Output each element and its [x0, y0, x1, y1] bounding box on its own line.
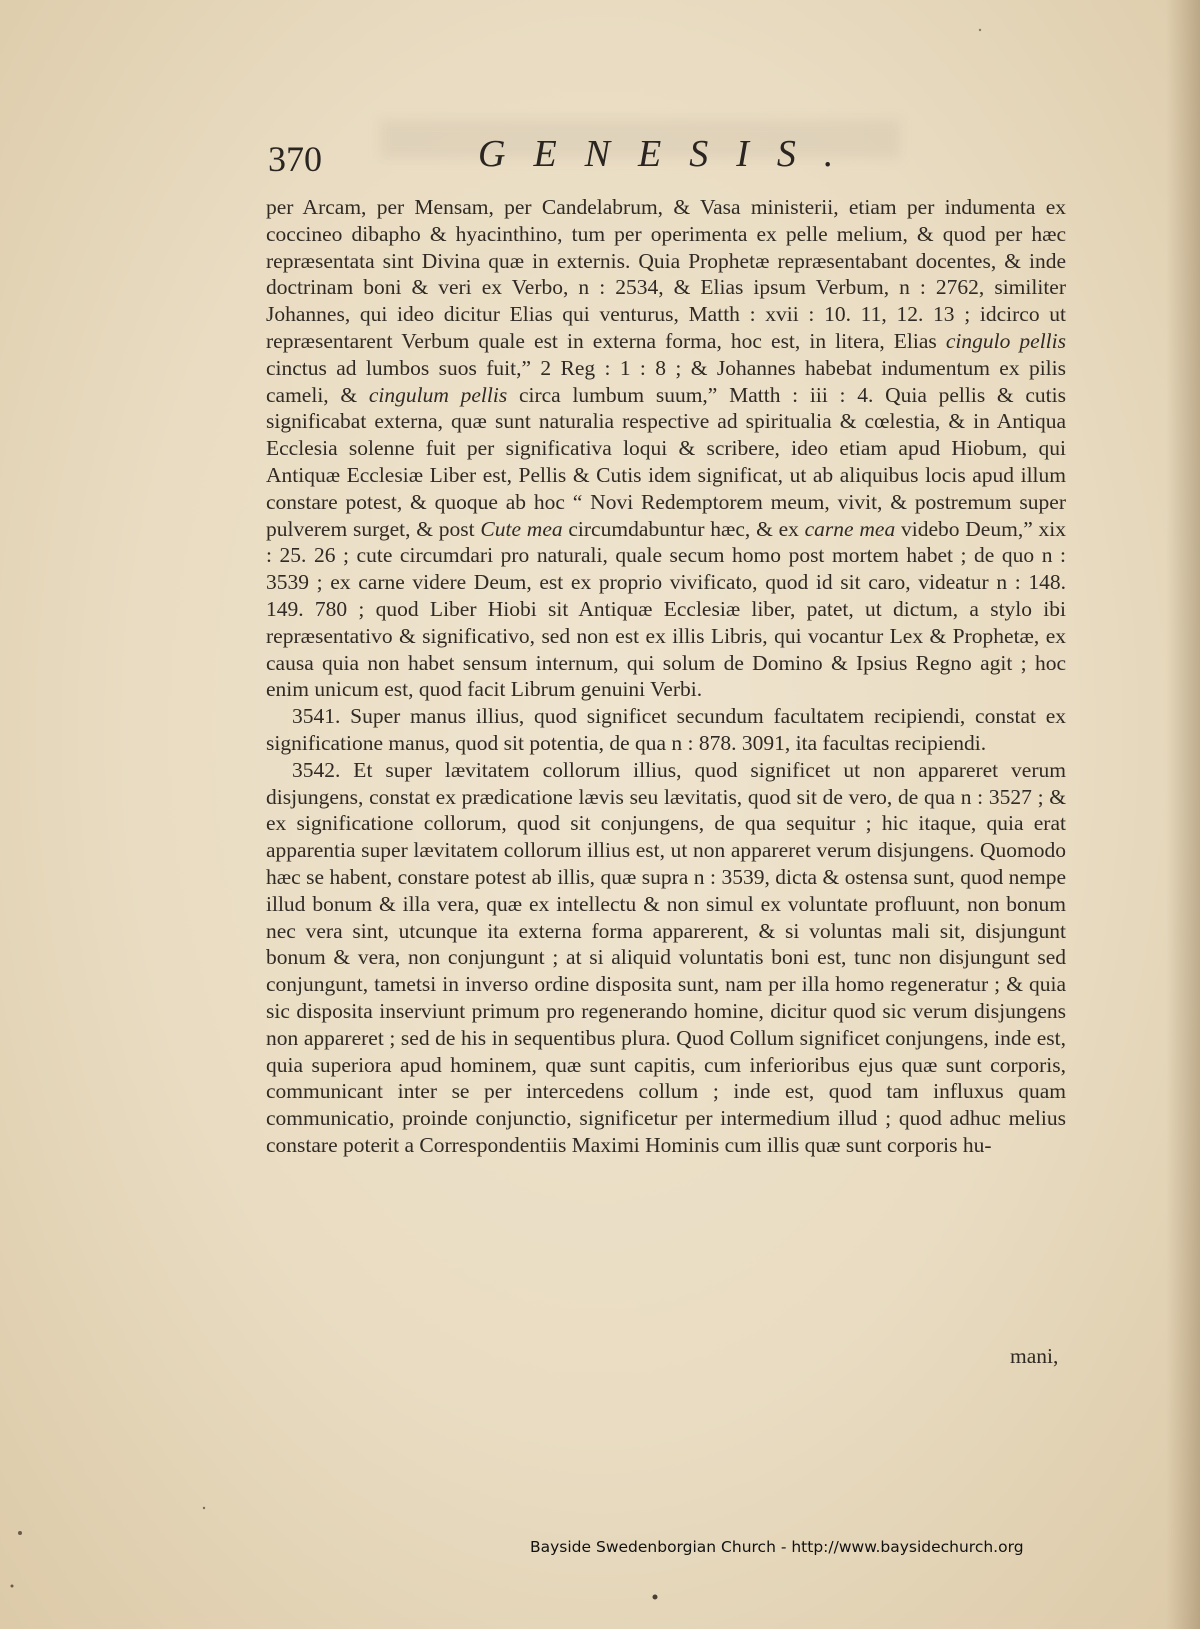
text-run: circa lumbum suum,” Matth : iii : 4. Quia pellis & cutis significabat externa, quæ sunt naturalia respective ad spiritualia & cœlestia, & in Antiqua Ecclesia solenne fuit per significativa loqui & scribere, ideo etiam apud Hiobum, qui Antiquæ Ecclesiæ Liber est, Pellis & Cutis idem significat, ut ab aliquibus locis apud illum constare potest, & quoque ab hoc “ Novi Redemptorem meum, vivit, & postremum super pulverem surget, & post — [266, 382, 1066, 541]
footer-credit: Bayside Swedenborgian Church - http://www.baysidechurch.org — [530, 1538, 1024, 1556]
italic-phrase: carne mea — [804, 516, 896, 541]
italic-phrase: cingulo pellis — [945, 328, 1066, 353]
italic-phrase: cingulum pellis — [368, 382, 508, 407]
section-3542: 3542. Et super lævitatem collorum illius, quod significet ut non appareret verum disjungens, constat ex prædicatione lævis seu lævitatis, quod sit de vero, de qua n : 3527 ; & ex significatione collorum, quod sit conjungens, de qua sequitur ; hic itaque, quia erat apparentia super lævitatem collorum illius est, ut non appareret verum disjungens. Quomodo hæc se habent, constare potest ab illis, quæ supra n : 3539, dicta & ostensa sunt, quod nempe illud bonum & illa vera, quæ ex intellectu & non simul ex voluntate profluunt, non bonum nec vera sint, utcunque ita externa forma apparerent, & si voluntas mali sit, disjungunt bonum & vera, non conjungunt ; at si aliquid voluntatis boni est, tunc non disjungunt sed conjungunt, tametsi in inverso ordine disposita sunt, nam per illa homo regeneratur ; & quia sic disposita inserviunt primum pro regenerando homine, dicitur quod sic verum disjungens non appareret ; sed de his in sequentibus plura. Quod Collum significet conjungens, inde est, quia superiora apud hominem, quæ sunt capitis, cum inferioribus ejus quæ sunt corporis, communicant inter se per intercedens collum ; inde est, quod tam influxus quam communicatio, proinde conjunctio, significetur per intermedium illud ; quod adhuc melius constare poterit a Correspondentiis Maximi Hominis cum illis quæ sunt corporis hu- — [266, 757, 1066, 1157]
page-number: 370 — [268, 139, 322, 179]
text-run: videbo Deum,” xix : 25. 26 ; cute circumdari pro naturali, quale secum homo post mortem habet ; de quo n : 3539 ; ex carne videre Deum, est ex proprio vivificato, quod id sit caro, videatur n : 148. 149. 780 ; quod Liber Hiobi sit Antiquæ Ecclesiæ liber, patet, ut dictum, a stylo ibi repræsentativo & significativo, sed non est ex illis Libris, qui vocantur Lex & Prophetæ, ex causa quia non habet sensum internum, qui solum de Domino & Ipsius Regno agit ; hoc enim unicum est, quod facit Librum genuini Verbi. — [266, 516, 1066, 702]
text-run: cinctus ad lumbos suos fuit,” 2 Reg : 1 : 8 ; & Johannes habebat indumentum ex pilis cameli, & — [266, 355, 1066, 407]
text-run: per Arcam, per Mensam, per Candelabrum, & Vasa ministerii, etiam per indumenta ex coccineo dibapho & hyacinthino, tum per operimenta ex pelle melium, & quod per hæc repræsentata sint Divina quæ in externis. Quia Prophetæ repræsentabant docentes, & inde doctrinam boni & veri ex Verbo, n : 2534, & Elias ipsum Verbum, n : 2762, similiter Johannes, qui ideo dicitur Elias qui venturus, Matth : xvii : 10. 11, 12. 13 ; idcirco ut repræsentarent Verbum quale est in externa forma, hoc est, in litera, Elias — [266, 195, 1066, 353]
running-title: GENESIS. — [478, 133, 862, 175]
section-3541: 3541. Super manus illius, quod significet secundum facultatem recipiendi, constat ex significatione manus, quod sit potentia, de qua n : 878. 3091, ita facultas recipiendi. — [266, 704, 1066, 755]
text-run: circumdabuntur hæc, & ex — [562, 516, 805, 541]
catchword: mani, — [1010, 1344, 1059, 1368]
italic-phrase: Cute mea — [480, 516, 563, 541]
